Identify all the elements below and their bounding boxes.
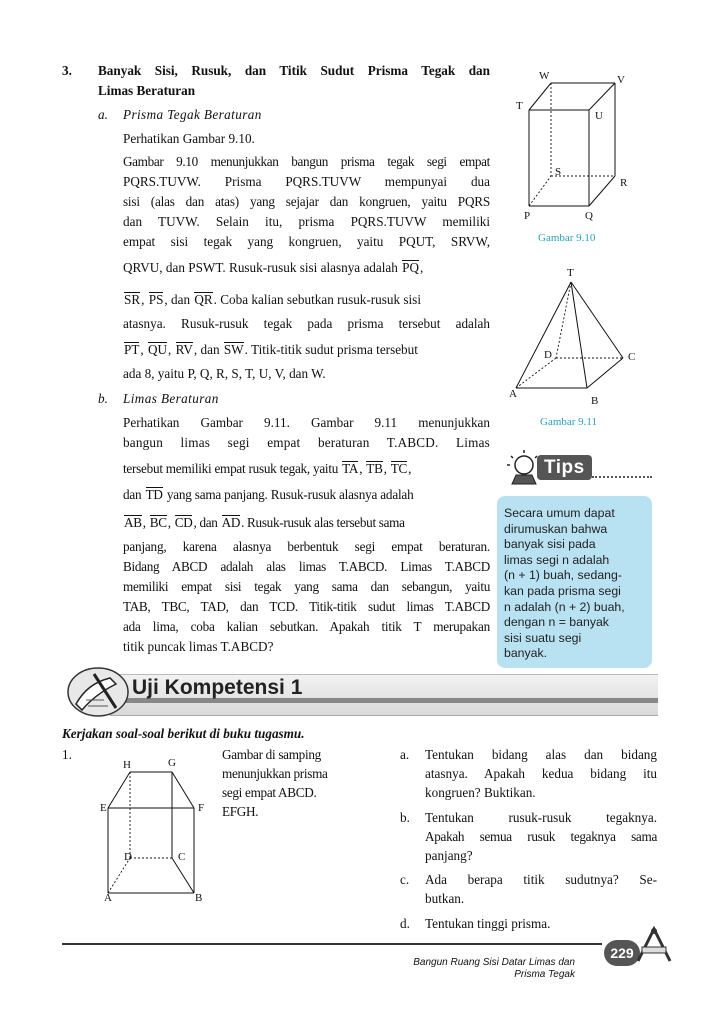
figure-9-11-caption: Gambar 9.11 — [540, 416, 598, 428]
subsection-b-title: Limas Beraturan — [123, 391, 219, 406]
vertex-label-B: B — [195, 892, 203, 904]
subsection-b-marker: b. — [98, 391, 108, 406]
para-b-line: titik puncak limas T.ABCD? — [123, 639, 274, 654]
question-line: segi empat ABCD. — [222, 785, 317, 800]
subq-marker: c. — [400, 872, 410, 887]
subq-marker: b. — [400, 810, 410, 825]
vertex-label-U: U — [595, 110, 603, 122]
segment-PQ: PQ — [402, 260, 420, 275]
segment-PS: PS — [148, 292, 164, 307]
para-b-line: ada lima, coba kalian sebutkan. Apakah titik T merupakan — [123, 619, 490, 634]
segment-QU: QU — [147, 342, 168, 357]
para-a-line: dan TUVW. Selain itu, prisma PQRS.TUVW memiliki — [123, 214, 490, 229]
para-b-line — [123, 513, 490, 533]
para-b-line — [123, 485, 490, 505]
figure-9-10-caption: Gambar 9.10 — [538, 232, 596, 244]
segment-TB: TB — [366, 461, 383, 476]
tips-dotted-rule — [592, 476, 652, 478]
vertex-label-E: E — [100, 802, 107, 814]
tips-line: limas segi n adalah — [504, 552, 610, 567]
para-a-line: atasnya. Rusuk-rusuk tegak pada prisma tersebut adalah — [123, 316, 490, 331]
text-run: , — [168, 342, 172, 357]
text-run: , — [420, 260, 424, 275]
vertex-label-F: F — [198, 802, 205, 814]
question-1-text — [222, 745, 328, 821]
tips-line: Secara umum dapat — [504, 506, 615, 520]
footer-line: Prisma Tegak — [514, 969, 575, 980]
tips-line: kan pada prisma segi — [504, 583, 621, 598]
subq-marker: a. — [400, 747, 410, 762]
section-title-line1: Banyak Sisi, Rusuk, dan Titik Sudut Prisma Tegak dan — [98, 63, 490, 78]
para-a-line: Perhatikan Gambar 9.10. — [123, 131, 255, 146]
segment-TD: TD — [145, 487, 163, 502]
tips-line: banyak. — [504, 646, 548, 661]
vertex-label-V: V — [617, 74, 625, 86]
text-run: . Coba kalian sebutkan rusuk-rusuk sisi — [213, 292, 421, 307]
subq-line: Tentukan rusuk-rusuk tegaknya. — [425, 810, 657, 825]
figure-9-11-pyramid — [505, 270, 655, 410]
subq-d — [425, 914, 657, 933]
vertex-label-T: T — [567, 267, 574, 279]
question-line: Gambar di samping — [222, 747, 321, 762]
page-number: 229 — [610, 945, 634, 961]
footer-line: Bangun Ruang Sisi Datar Limas dan — [413, 957, 575, 968]
vertex-label-R: R — [620, 177, 628, 189]
para-b-line — [123, 459, 490, 479]
text-run: , — [359, 461, 363, 476]
segment-SW: SW — [223, 342, 244, 357]
vertex-label-G: G — [168, 757, 176, 769]
compass-ruler-icon — [634, 925, 674, 965]
text-run: , dan — [193, 342, 220, 357]
para-a-line: sisi (alas dan atas) yang sejajar dan kongruen, yaitu PQRS — [123, 194, 490, 209]
text-run: , — [141, 292, 145, 307]
segment-TA: TA — [342, 461, 359, 476]
subsection-a-title: Prisma Tegak Beraturan — [123, 107, 262, 122]
vertex-label-C: C — [628, 351, 636, 363]
subq-marker: d. — [400, 916, 410, 931]
vertex-label-T: T — [516, 100, 523, 112]
tips-text — [504, 506, 649, 662]
vertex-label-C: C — [178, 851, 186, 863]
question-number: 1. — [62, 747, 72, 762]
question-line: menunjukkan prisma — [222, 766, 328, 781]
text-run: QRVU, dan PSWT. Rusuk-rusuk sisi alasnya adalah — [123, 260, 398, 275]
subq-line: panjang? — [425, 848, 473, 863]
segment-BC: BC — [149, 515, 167, 530]
vertex-label-A: A — [104, 892, 112, 904]
subq-line: butkan. — [425, 891, 465, 906]
segment-PT: PT — [124, 342, 140, 357]
vertex-label-P: P — [524, 210, 531, 222]
text-run: . Rusuk-rusuk alas tersebut sama — [241, 515, 405, 530]
para-a-line — [123, 340, 490, 360]
text-run: , — [140, 342, 144, 357]
vertex-label-B: B — [591, 395, 599, 407]
writing-hand-icon — [64, 660, 134, 720]
vertex-label-Q: Q — [585, 210, 593, 222]
para-b-line: Bidang ABCD adalah alas limas T.ABCD. Limas T.ABCD — [123, 559, 490, 574]
section-title-line2: Limas Beraturan — [98, 83, 196, 98]
segment-CD: CD — [174, 515, 193, 530]
subq-c — [425, 870, 657, 908]
tips-line: (n + 1) buah, sedang- — [504, 568, 622, 583]
para-a-line: PQRS.TUVW. Prisma PQRS.TUVW mempunyai dua — [123, 174, 490, 189]
para-a-line: Gambar 9.10 menunjukkan bangun prisma tegak segi empat — [123, 154, 490, 169]
text-run: , — [142, 515, 146, 530]
text-run: yang sama panjang. Rusuk-rusuk alasnya adalah — [166, 487, 414, 502]
tips-title: Tips — [544, 457, 585, 478]
subq-b — [425, 808, 657, 865]
para-a-line: empat sisi tegak yang kongruen, yaitu PQUT, SRVW, — [123, 234, 490, 249]
para-a-line — [123, 258, 490, 278]
para-b-line: panjang, karena alasnya berbentuk segi empat beraturan. — [123, 539, 490, 554]
text-run: , — [383, 461, 387, 476]
vertex-label-D: D — [124, 851, 132, 863]
para-b-line: TAB, TBC, TAD, dan TCD. Titik-titik sudut limas T.ABCD — [123, 599, 490, 614]
vertex-label-H: H — [123, 759, 131, 771]
tips-line: n adalah (n + 2) buah, — [504, 599, 625, 614]
text-run: dan — [123, 487, 142, 502]
para-a-line — [123, 290, 490, 310]
para-b-line: bangun limas segi empat beraturan T.ABCD. Limas — [123, 435, 490, 450]
para-b-line: Perhatikan Gambar 9.11. Gambar 9.11 menunjukkan — [123, 415, 490, 430]
footer-rule — [62, 943, 602, 945]
segment-AB: AB — [124, 515, 142, 530]
tips-line: dirumuskan bahwa — [504, 521, 608, 536]
question-line: EFGH. — [222, 804, 259, 819]
segment-TC: TC — [390, 461, 408, 476]
para-b-line: memiliki empat sisi tegak yang sama dan sebangun, yaitu — [123, 579, 490, 594]
text-run: , — [167, 515, 171, 530]
question-1-prism-figure — [90, 760, 220, 910]
tips-line: dengan n = banyak — [504, 615, 609, 630]
subq-line: atasnya. Apakah kedua bidang itu — [425, 766, 657, 781]
subq-line: Tentukan tinggi prisma. — [425, 916, 551, 931]
subq-line: Ada berapa titik sudutnya? Se- — [425, 872, 657, 887]
text-run: tersebut memiliki empat rusuk tegak, yaitu — [123, 461, 339, 476]
text-run: , — [408, 461, 412, 476]
subq-line: kongruen? Buktikan. — [425, 785, 536, 800]
text-run: . Titik-titik sudut prisma tersebut — [244, 342, 418, 357]
uji-instruction: Kerjakan soal-soal berikut di buku tugasmu. — [62, 726, 305, 741]
vertex-label-S: S — [555, 166, 562, 178]
vertex-label-D: D — [544, 349, 552, 361]
text-run: , dan — [193, 515, 218, 530]
subq-a — [425, 745, 657, 802]
tips-line: banyak sisi pada — [504, 537, 596, 552]
vertex-label-A: A — [509, 388, 517, 400]
subq-line: Apakah semua rusuk tegaknya sama — [425, 829, 657, 844]
footer-running-title — [400, 957, 575, 981]
uji-title: Uji Kompetensi 1 — [132, 676, 303, 699]
subq-line: Tentukan bidang alas dan bidang — [425, 747, 657, 762]
segment-QR: QR — [194, 292, 213, 307]
segment-AD: AD — [221, 515, 241, 530]
text-run: , dan — [164, 292, 191, 307]
tips-line: sisi suatu segi — [504, 630, 582, 645]
segment-RV: RV — [175, 342, 193, 357]
para-a-line: ada 8, yaitu P, Q, R, S, T, U, V, dan W. — [123, 366, 326, 381]
segment-SR: SR — [124, 292, 141, 307]
subsection-a-marker: a. — [98, 107, 108, 122]
vertex-label-W: W — [539, 70, 550, 82]
section-number: 3. — [62, 63, 72, 78]
